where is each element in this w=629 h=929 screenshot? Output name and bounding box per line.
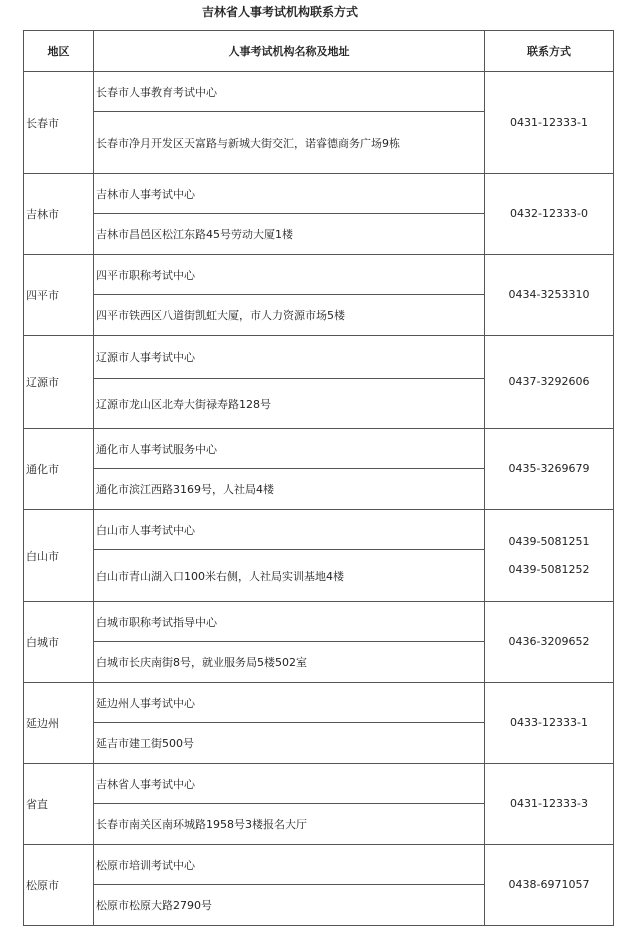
- contact-cell: [485, 336, 614, 429]
- region-cell: 白城市: [24, 602, 94, 683]
- table-header-row: [24, 31, 614, 72]
- phone-number: 0439-5081252: [508, 562, 590, 576]
- table-row: [24, 510, 614, 550]
- contact-cell: [485, 683, 614, 764]
- institution-address-cell: 延吉市建工街500号: [94, 723, 485, 764]
- region-cell: 通化市: [24, 429, 94, 510]
- phone-number: 0439-5081251: [508, 534, 590, 548]
- institution-name-cell: 四平市职称考试中心: [94, 255, 485, 295]
- institution-name-cell: 延边州人事考试中心: [94, 683, 485, 723]
- institution-address-cell: 通化市滨江西路3169号，人社局4楼: [94, 469, 485, 510]
- phone-number: 0431-12333-1: [510, 115, 588, 129]
- contact-table: [23, 30, 614, 926]
- institution-name-cell: 白山市人事考试中心: [94, 510, 485, 550]
- header-contact: 联系方式: [485, 31, 614, 72]
- phone-number: 0431-12333-3: [510, 797, 588, 810]
- contact-cell: [485, 174, 614, 255]
- phone-number: 0438-6971057: [508, 878, 590, 891]
- table-row: [24, 683, 614, 723]
- institution-address-cell: 四平市铁西区八道街凯虹大厦，市人力资源市场5楼: [94, 295, 485, 336]
- phone-number: 0436-3209652: [508, 635, 590, 648]
- contact-cell: [485, 510, 614, 602]
- region-cell: 省直: [24, 764, 94, 845]
- table-row: [24, 174, 614, 214]
- institution-name-cell: 辽源市人事考试中心: [94, 336, 485, 379]
- table-row: [24, 336, 614, 379]
- phone-number: 0432-12333-0: [510, 207, 588, 220]
- table-row: [24, 72, 614, 112]
- phone-number: 0433-12333-1: [510, 716, 588, 729]
- region-cell: 白山市: [24, 510, 94, 602]
- institution-name-cell: 松原市培训考试中心: [94, 845, 485, 885]
- table-row: [24, 764, 614, 804]
- contact-cell: [485, 764, 614, 845]
- institution-name-cell: 白城市职称考试指导中心: [94, 602, 485, 642]
- table-row: [24, 255, 614, 295]
- contact-cell: [485, 845, 614, 926]
- institution-name-cell: 吉林省人事考试中心: [94, 764, 485, 804]
- header-institution: 人事考试机构名称及地址: [94, 31, 485, 72]
- page-title: 吉林省人事考试机构联系方式: [201, 5, 358, 19]
- contact-cell: [485, 72, 614, 174]
- region-cell: 吉林市: [24, 174, 94, 255]
- institution-address-cell: 吉林市昌邑区松江东路45号劳动大厦1楼: [94, 214, 485, 255]
- region-cell: 四平市: [24, 255, 94, 336]
- table-row: [24, 429, 614, 469]
- institution-address-cell: 松原市松原大路2790号: [94, 885, 485, 926]
- phone-number: 0435-3269679: [508, 462, 590, 475]
- institution-name-cell: 长春市人事教育考试中心: [94, 72, 485, 112]
- contact-cell: [485, 429, 614, 510]
- institution-name-cell: 通化市人事考试服务中心: [94, 429, 485, 469]
- table-row: [24, 602, 614, 642]
- region-cell: 辽源市: [24, 336, 94, 429]
- institution-address-cell: 白山市青山湖入口100米右侧，人社局实训基地4楼: [94, 550, 485, 602]
- institution-address-cell: 辽源市龙山区北寿大街禄寿路128号: [94, 379, 485, 429]
- contact-cell: [485, 602, 614, 683]
- header-region: 地区: [24, 31, 94, 72]
- phone-number: 0437-3292606: [508, 375, 590, 388]
- institution-address-cell: 白城市长庆南街8号，就业服务局5楼502室: [94, 642, 485, 683]
- region-cell: 松原市: [24, 845, 94, 926]
- institution-name-cell: 吉林市人事考试中心: [94, 174, 485, 214]
- institution-address-cell: 长春市南关区南环城路1958号3楼报名大厅: [94, 804, 485, 845]
- contact-cell: [485, 255, 614, 336]
- institution-address-cell: 长春市净月开发区天富路与新城大街交汇，诺睿德商务广场9栋: [94, 112, 485, 174]
- region-cell: 延边州: [24, 683, 94, 764]
- table-row: [24, 845, 614, 885]
- phone-number: 0434-3253310: [508, 288, 590, 301]
- region-cell: 长春市: [24, 72, 94, 174]
